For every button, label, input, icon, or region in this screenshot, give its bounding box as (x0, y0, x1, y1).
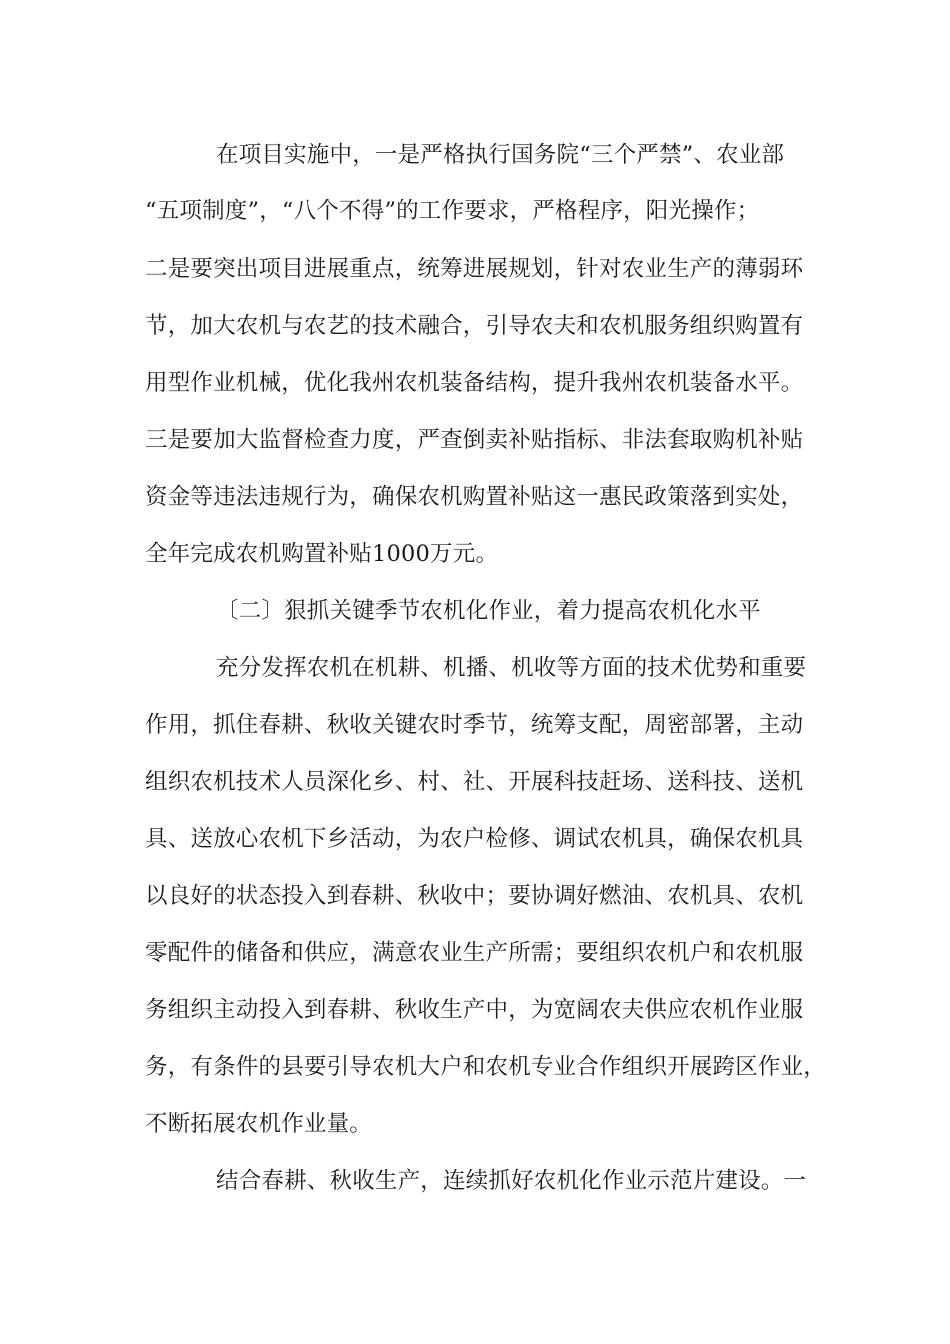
paragraph-line: 不断拓展农机作业量。 (145, 1111, 373, 1137)
paragraph-line: 作用，抓住春耕、秋收关键农时季节，统筹支配，周密部署，主动 (145, 712, 804, 738)
paragraph-line: 节，加大农机与农艺的技术融合，引导农夫和农机服务组织购置有 (145, 313, 804, 339)
paragraph-line: 资金等违法违规行为，确保农机购置补贴这一惠民政策落到实处， (145, 484, 804, 510)
paragraph-line: 具、送放心农机下乡活动，为农户检修、调试农机具，确保农机具 (145, 826, 804, 852)
paragraph-line: 务组织主动投入到春耕、秋收生产中，为宽阔农夫供应农机作业服 (145, 997, 804, 1023)
paragraph-line: 全年完成农机购置补贴1000万元。 (145, 541, 499, 567)
paragraph-line: 组织农机技术人员深化乡、村、社、开展科技赶场、送科技、送机 (145, 769, 804, 795)
paragraph-line: 在项目实施中，一是严格执行国务院“三个严禁”、农业部 (216, 142, 785, 168)
paragraph-line: 充分发挥农机在机耕、机播、机收等方面的技术优势和重要 (216, 655, 807, 681)
section-heading: 〔二〕狠抓关键季节农机化作业，着力提高农机化水平 (216, 598, 761, 624)
paragraph-line: 二是要突出项目进展重点，统筹进展规划，针对农业生产的薄弱环 (145, 256, 804, 282)
paragraph-line: 结合春耕、秋收生产，连续抓好农机化作业示范片建设。一 (216, 1168, 807, 1194)
paragraph-line: “五项制度”，“八个不得”的工作要求，严格程序，阳光操作； (145, 198, 760, 224)
paragraph-line: 务，有条件的县要引导农机大户和农机专业合作组织开展跨区作业， (145, 1054, 827, 1080)
paragraph-line: 三是要加大监督检查力度，严查倒卖补贴指标、非法套取购机补贴 (145, 427, 804, 453)
paragraph-line: 以良好的状态投入到春耕、秋收中；要协调好燃油、农机具、农机 (145, 883, 804, 909)
paragraph-line: 零配件的储备和供应，满意农业生产所需；要组织农机户和农机服 (145, 940, 804, 966)
paragraph-line: 用型作业机械，优化我州农机装备结构，提升我州农机装备水平。 (145, 370, 804, 396)
